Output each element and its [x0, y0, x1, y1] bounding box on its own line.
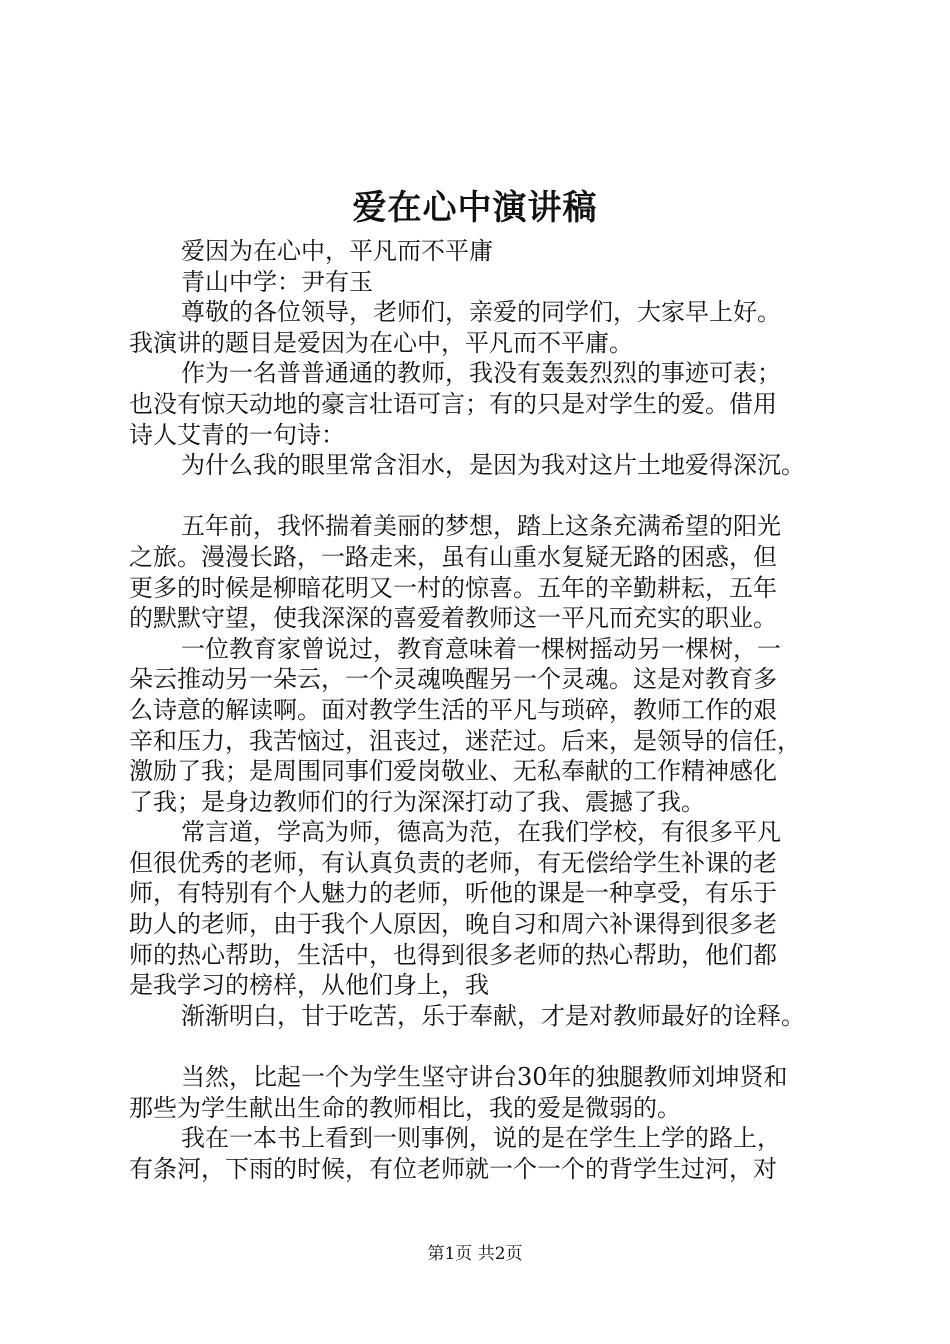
text-line: 有条河，下雨的时候，有位老师就一个一个的背学生过河，对	[129, 1154, 777, 1183]
text-line: 尊敬的各位领导，老师们，亲爱的同学们，大家早上好。	[181, 298, 781, 327]
text-line: 诗人艾青的一句诗：	[129, 420, 345, 449]
paragraph-gap	[129, 1031, 849, 1062]
text-line: 朵云推动另一朵云，一个灵魂唤醒另一个灵魂。这是对教育多	[129, 665, 777, 694]
text-line: 但很优秀的老师，有认真负责的老师，有无偿给学生补课的老	[129, 848, 777, 877]
paragraph-gap	[129, 481, 849, 512]
text-line: 么诗意的解读啊。面对教学生活的平凡与琐碎，教师工作的艰	[129, 695, 777, 724]
page-footer: 第1页 共2页	[427, 1244, 523, 1264]
text-line: 我在一本书上看到一则事例，说的是在学生上学的路上，	[181, 1124, 781, 1153]
document-body	[129, 236, 849, 1184]
text-line: 更多的时候是柳暗花明又一村的惊喜。五年的辛勤耕耘，五年	[129, 573, 777, 602]
text-line: 师，有特别有个人魅力的老师，听他的课是一种享受，有乐于	[129, 879, 777, 908]
text-line: 激励了我；是周围同事们爱岗敬业、无私奉献的工作精神感化	[129, 757, 777, 786]
text-line: 了我；是身边教师们的行为深深打动了我、震撼了我。	[129, 787, 705, 816]
text-line: 常言道，学高为师，德高为范，在我们学校，有很多平凡	[181, 818, 781, 847]
text-line: 一位教育家曾说过，教育意味着一棵树摇动另一棵树，一	[181, 634, 781, 663]
text-line: 师的热心帮助，生活中，也得到很多老师的热心帮助，他们都	[129, 940, 777, 969]
text-line: 渐渐明白，甘于吃苦，乐于奉献，才是对教师最好的诠释。	[181, 1001, 805, 1030]
text-line: 助人的老师，由于我个人原因，晚自习和周六补课得到很多老	[129, 910, 777, 939]
text-line: 也没有惊天动地的豪言壮语可言；有的只是对学生的爱。借用	[129, 389, 777, 418]
text-line: 我演讲的题目是爱因为在心中，平凡而不平庸。	[129, 328, 633, 357]
text-line: 之旅。漫漫长路，一路走来，虽有山重水复疑无路的困惑，但	[129, 542, 777, 571]
text-line: 为什么我的眼里常含泪水，是因为我对这片土地爱得深沉。	[181, 451, 805, 480]
text-line: 那些为学生献出生命的教师相比，我的爱是微弱的。	[129, 1093, 681, 1122]
text-line: 作为一名普普通通的教师，我没有轰轰烈烈的事迹可表；	[181, 359, 781, 388]
subtitle-line: 爱因为在心中，平凡而不平庸	[181, 237, 493, 265]
text-line: 的默默守望，使我深深的喜爱着教师这一平凡而充实的职业。	[129, 604, 777, 633]
text-line: 是我学习的榜样，从他们身上，我	[129, 971, 489, 1000]
author-line: 青山中学：尹有玉	[181, 267, 373, 296]
text-line: 五年前，我怀揣着美丽的梦想，踏上这条充满希望的阳光	[181, 512, 781, 541]
text-line: 辛和压力，我苦恼过，沮丧过，迷茫过。后来，是领导的信任，	[129, 726, 801, 755]
text-line: 当然，比起一个为学生坚守讲台30年的独腿教师刘坤贤和	[181, 1063, 788, 1092]
document-title: 爱在心中演讲稿	[352, 188, 598, 228]
